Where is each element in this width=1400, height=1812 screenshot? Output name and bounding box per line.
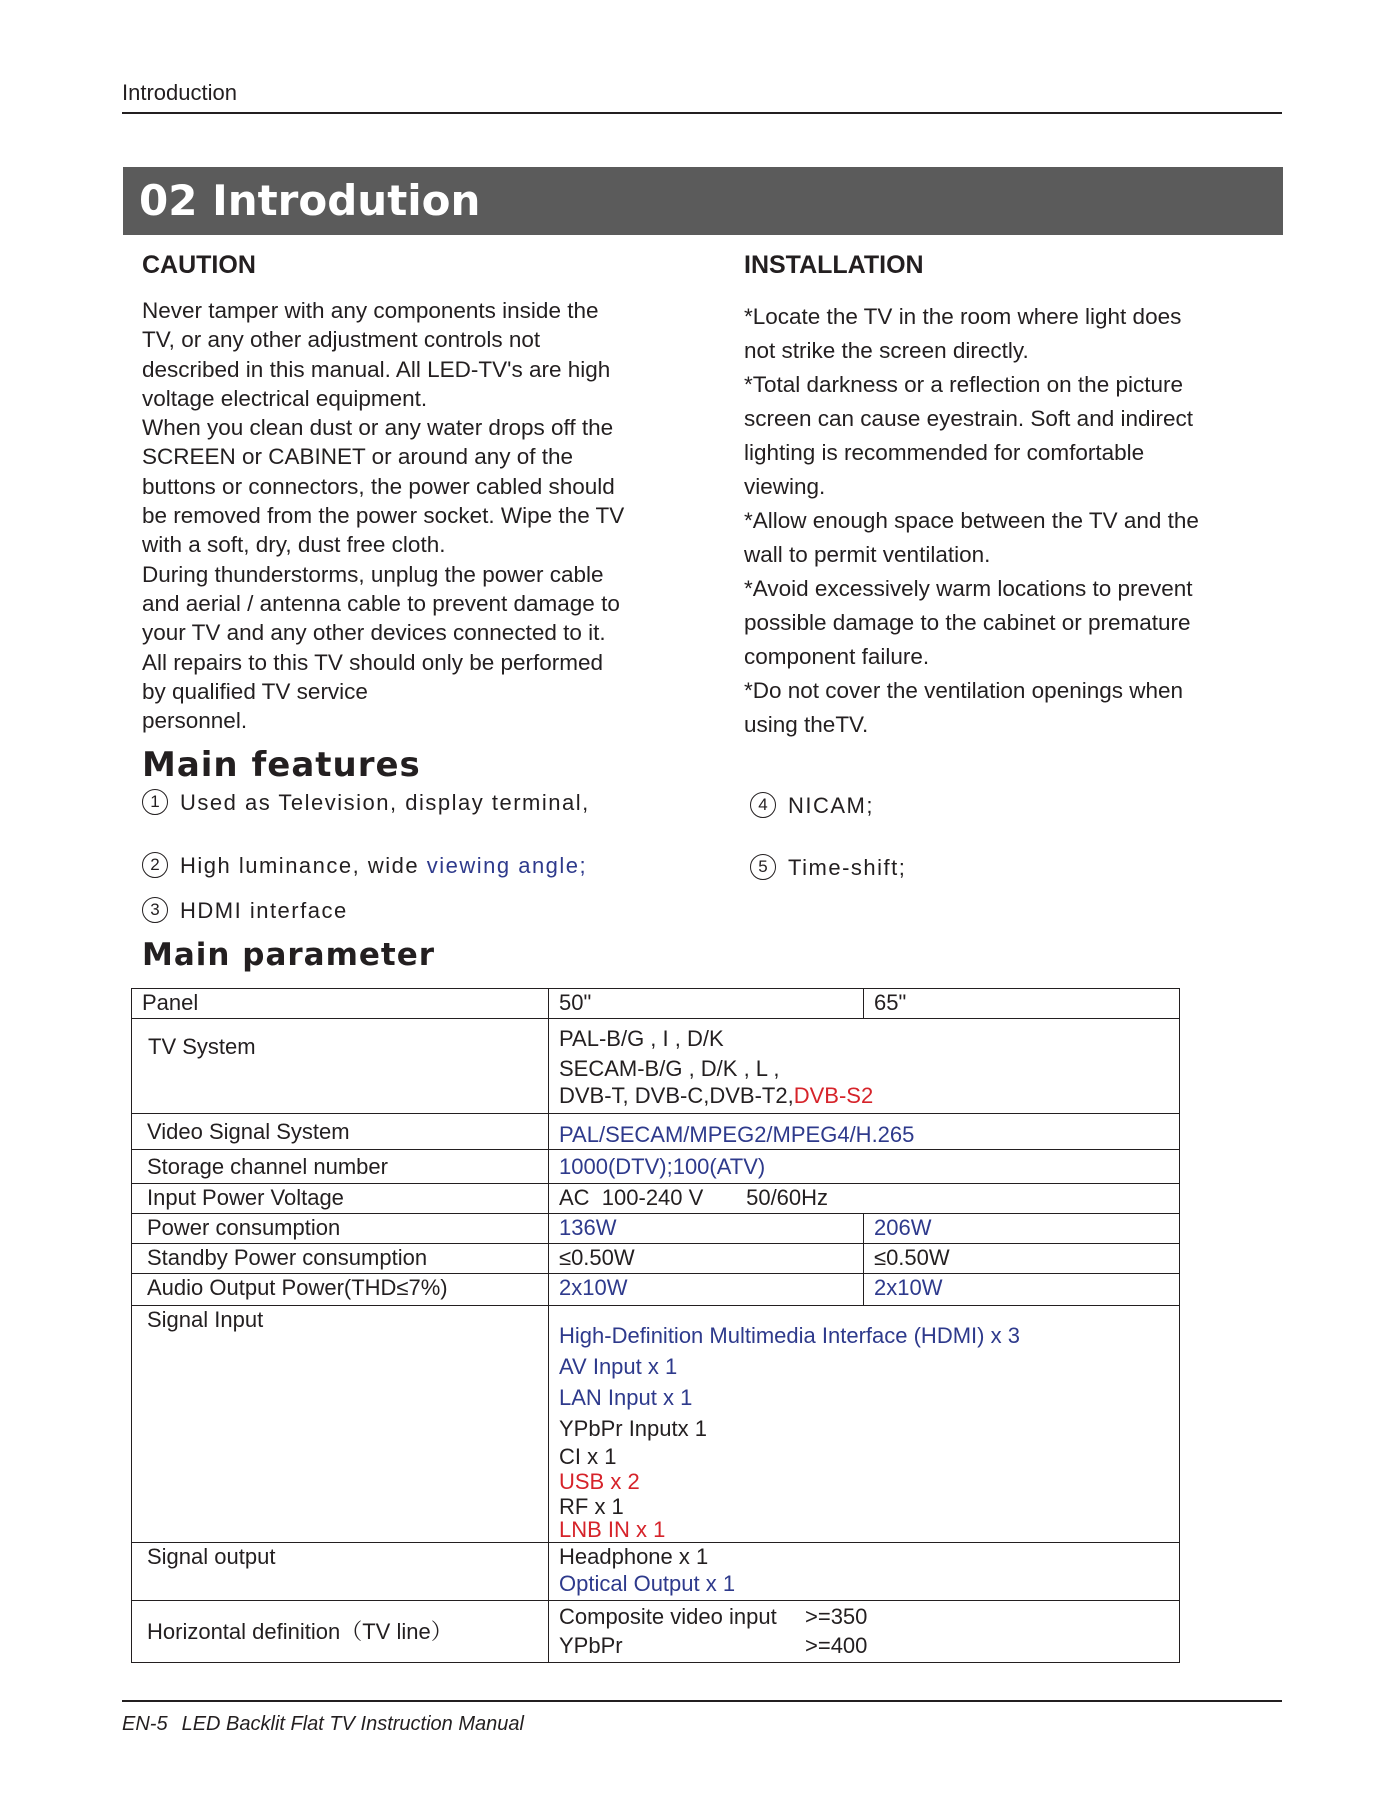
header-rule [122, 112, 1282, 114]
cell-value [549, 1543, 1180, 1601]
value-line: Optical Output x 1 [559, 1571, 736, 1596]
text-line: component failure. [744, 644, 930, 669]
caution-heading: CAUTION [142, 251, 256, 279]
text-line: not strike the screen directly. [744, 338, 1029, 363]
text-line: When you clean dust or any water drops off the [142, 415, 614, 441]
text-line: personnel. [142, 708, 248, 734]
row-label: Audio Output Power(THD≤7%) [132, 1274, 549, 1306]
table-row [132, 1601, 1180, 1663]
value-text: DVB-T, DVB-C,DVB-T2, [559, 1083, 794, 1108]
value-line [559, 1632, 1169, 1659]
row-label: Panel [132, 989, 549, 1019]
cell-value: 2x10W [549, 1274, 864, 1306]
feature-text: NICAM; [788, 793, 874, 818]
feature-text: Time-shift; [788, 855, 907, 880]
row-label: Input Power Voltage [132, 1184, 549, 1214]
table-row [132, 1150, 1180, 1184]
text-line: described in this manual. All LED-TV's are high [142, 356, 611, 382]
value-line: Headphone x 1 [559, 1544, 709, 1569]
circled-number: 5 [750, 854, 776, 880]
text-line: buttons or connectors, the power cabled should [142, 473, 615, 499]
text-line: by qualified TV service [142, 678, 368, 704]
text-line: with a soft, dry, dust free cloth. [142, 532, 446, 558]
table-row [132, 1274, 1180, 1306]
text-line: During thunderstorms, unplug the power cable [142, 561, 604, 587]
value-line: High-Definition Multimedia Interface (HDMI) x 3 [559, 1323, 1020, 1348]
feature-item [750, 793, 874, 820]
text-line: voltage electrical equipment. [142, 385, 428, 411]
text-line: SCREEN or CABINET or around any of the [142, 444, 574, 470]
caution-text [142, 296, 647, 735]
main-features-heading: Main features [142, 745, 421, 785]
cell-value: 50" [549, 989, 864, 1019]
circled-number: 4 [750, 792, 776, 818]
feature-item [142, 790, 590, 817]
cell-value [549, 1019, 1180, 1114]
text-line: *Total darkness or a reflection on the picture [744, 372, 1183, 397]
cell-value: 2x10W [864, 1274, 1180, 1306]
cell-value: PAL/SECAM/MPEG2/MPEG4/H.265 [549, 1114, 1180, 1150]
table-row [132, 989, 1180, 1019]
value-line: AV Input x 1 [559, 1354, 678, 1379]
cell-value: 136W [549, 1214, 864, 1244]
circled-number: 1 [142, 789, 168, 815]
text-line: lighting is recommended for comfortable [744, 440, 1145, 465]
cell-value: 206W [864, 1214, 1180, 1244]
row-label: TV System [132, 1019, 549, 1114]
circled-number: 2 [142, 852, 168, 878]
value-line: YPbPr Inputx 1 [559, 1416, 707, 1441]
value-line: LAN Input x 1 [559, 1385, 693, 1410]
feature-item [142, 853, 587, 880]
value-label: YPbPr [559, 1633, 623, 1658]
value-number: >=350 [805, 1604, 868, 1629]
value-line: USB x 2 [559, 1469, 640, 1494]
text-line: Never tamper with any components inside the [142, 298, 599, 323]
cell-value: 65" [864, 989, 1180, 1019]
main-parameter-heading: Main parameter [142, 937, 436, 973]
text-line: be removed from the power socket. Wipe the TV [142, 503, 625, 529]
feature-text-highlight: viewing angle; [426, 853, 588, 878]
text-line: viewing. [744, 474, 826, 499]
row-label: Signal Input [132, 1306, 549, 1543]
text-line: possible damage to the cabinet or premature [744, 610, 1191, 635]
value-line [559, 1603, 1169, 1632]
text-line: using theTV. [744, 712, 869, 737]
feature-item [142, 898, 348, 925]
table-row [132, 1184, 1180, 1214]
installation-heading: INSTALLATION [744, 251, 924, 279]
feature-item [750, 855, 906, 882]
spec-table [131, 988, 1180, 1663]
value-line: CI x 1 [559, 1444, 617, 1469]
cell-value [549, 1306, 1180, 1543]
feature-text: HDMI interface [180, 898, 348, 923]
row-label: Power consumption [132, 1214, 549, 1244]
text-line: and aerial / antenna cable to prevent damage to [142, 590, 620, 616]
feature-text: High luminance, wide [180, 853, 427, 878]
text-line: *Allow enough space between the TV and the [744, 508, 1199, 533]
value-line [559, 1082, 1169, 1109]
row-label: Standby Power consumption [132, 1244, 549, 1274]
feature-text: Used as Television, display terminal, [180, 790, 590, 815]
row-label: Video Signal System [132, 1114, 549, 1150]
text-line: *Do not cover the ventilation openings when [744, 678, 1184, 703]
row-label: Horizontal definition（TV line） [132, 1601, 549, 1663]
footer [122, 1713, 524, 1736]
value-line: RF x 1 [559, 1494, 624, 1519]
row-label: Storage channel number [132, 1150, 549, 1184]
cell-value [549, 1601, 1180, 1663]
value-number: >=400 [805, 1633, 868, 1658]
table-row [132, 1214, 1180, 1244]
page-number: EN-5 [122, 1713, 168, 1735]
value-line: PAL-B/G , I , D/K [559, 1026, 724, 1051]
table-row [132, 1543, 1180, 1601]
text-line: your TV and any other devices connected to it. [142, 620, 606, 646]
cell-value: 1000(DTV);100(ATV) [549, 1150, 1180, 1184]
value-text-highlight: DVB-S2 [793, 1083, 874, 1108]
installation-text [744, 300, 1244, 742]
value-line: LNB IN x 1 [559, 1517, 666, 1542]
value-line: SECAM-B/G , D/K , L , [559, 1056, 780, 1081]
table-row [132, 1019, 1180, 1114]
cell-value: ≤0.50W [864, 1244, 1180, 1274]
footer-rule [122, 1700, 1282, 1702]
text-line: TV, or any other adjustment controls not [142, 327, 541, 353]
section-banner: 02 Introdution [123, 167, 1283, 235]
value-label: Composite video input [559, 1604, 777, 1629]
cell-value: AC 100-240 V 50/60Hz [549, 1184, 1180, 1214]
text-line: *Locate the TV in the room where light does [744, 304, 1182, 329]
running-header: Introduction [122, 80, 237, 105]
row-label: Signal output [132, 1543, 549, 1601]
cell-value: ≤0.50W [549, 1244, 864, 1274]
text-line: *Avoid excessively warm locations to prevent [744, 576, 1193, 601]
table-row [132, 1114, 1180, 1150]
text-line: All repairs to this TV should only be performed [142, 649, 604, 675]
manual-title: LED Backlit Flat TV Instruction Manual [181, 1713, 524, 1735]
table-row [132, 1306, 1180, 1543]
text-line: screen can cause eyestrain. Soft and indirect [744, 406, 1194, 431]
circled-number: 3 [142, 897, 168, 923]
table-row [132, 1244, 1180, 1274]
text-line: wall to permit ventilation. [744, 542, 991, 567]
